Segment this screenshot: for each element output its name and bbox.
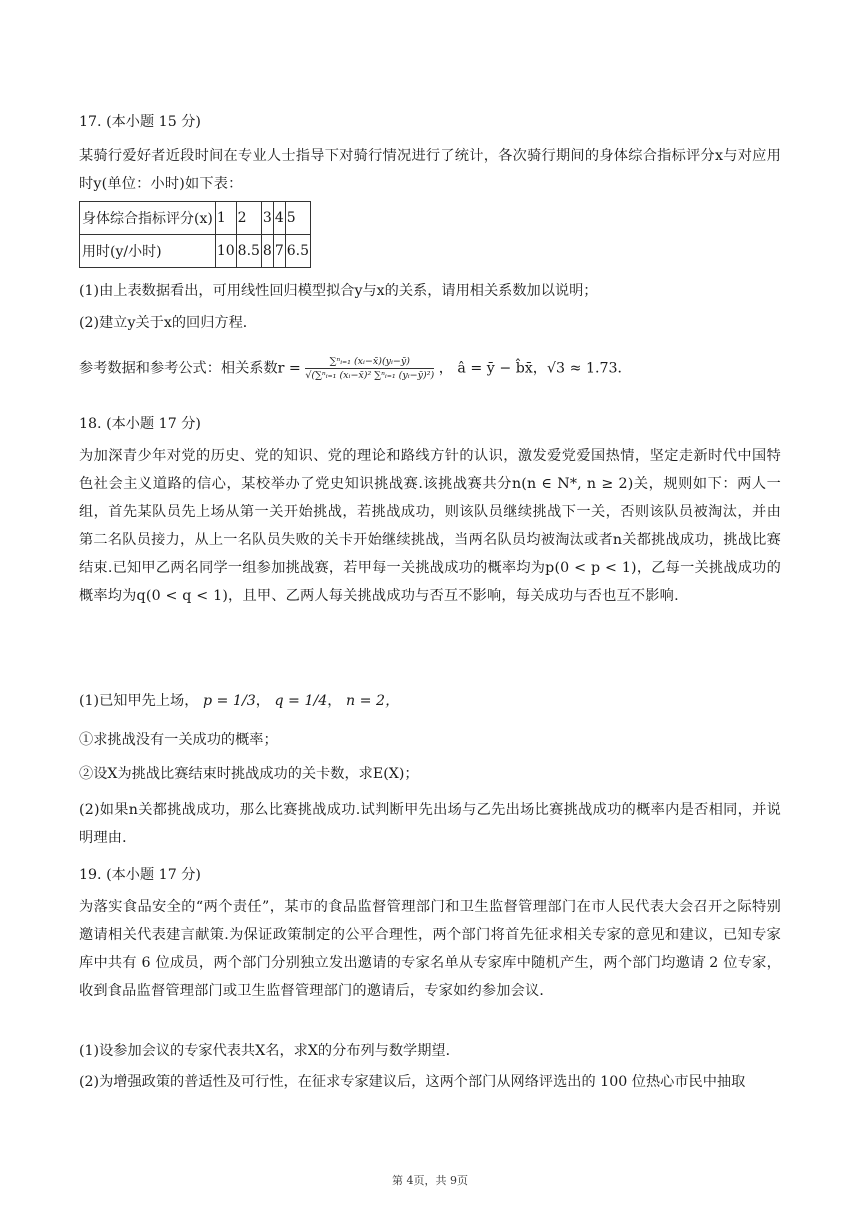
table-cell: 8.5 [236,235,261,268]
q19-stem: 为落实食品安全的“两个责任”，某市的食品监督管理部门和卫生监督管理部门在市人民代表大会召开之际特别邀请相关代表建言献策.为保证政策制定的公平合理性，两个部门将首先征求相关专家的意见和建议，已知专家库中共有 6 位成员，两个部门分别独立发出邀请的专家名单从专家库中随机产生，两个部门均邀请 2 位专家，收到食品监督管理部门或卫生监督管理部门的邀请后，专家如约参加会议． [79,899,781,999]
q17-reference-formulas [79,356,632,381]
q19-part2: (2)为增强政策的普适性及可行性，在征求专家建议后，这两个部门从网络评选出的 100 位热心市民中抽取 [79,1074,746,1090]
q19-part1: (1)设参加会议的专家代表共X名，求X的分布列与数学期望． [79,1043,460,1059]
correlation-formula [305,356,434,381]
q17-stem: 某骑行爱好者近段时间在专业人士指导下对骑行情况进行了统计，各次骑行期间的身体综合指标评分x与对应用时y(单位：小时)如下表： [79,148,781,192]
table-row [80,202,311,235]
q18-header: 18. (本小题 17 分) [79,416,201,432]
q18-stem: 为加深青少年对党的历史、党的知识、党的理论和路线方针的认识，激发爱党爱国热情，坚定走新时代中国特色社会主义道路的信心，某校举办了党史知识挑战赛.该挑战赛共分n(n ∈ N*, n ≥ 2)关，规则如下：两人一组，首先某队员先上场从第一关开始挑战，若挑战成功，则该队员继续挑战下一关，否则该队员被淘汰，并由第二名队员接力，从上一名队员失败的关卡开始继续挑战，当两名队员均被淘汰或者n关都挑战成功，挑战比赛结束.已知甲乙两名同学一组参加挑战赛，若甲每一关挑战成功的概率均为p(0 < p < 1)，乙每一关挑战成功的概率均为q(0 < q < 1)，且甲、乙两人每关挑战成功与否互不影响，每关成功与否也互不影响. [79,448,781,604]
table-cell: 4 [273,202,285,235]
table-cell: 2 [236,202,261,235]
table-cell: 用时(y/小时) [80,235,216,268]
q17-header: 17. (本小题 15 分) [79,114,201,130]
table-cell: 身体综合指标评分(x) [80,202,216,235]
formula-numerator: ∑ⁿᵢ₌₁ (xᵢ−x̄)(yᵢ−ȳ) [305,356,434,369]
q-value: q = 1/4 [274,693,328,709]
q18-part1-label: (1)已知甲先上场， [79,693,199,709]
page-footer: 第 4页，共 9页 [392,1174,468,1187]
table-cell: 1 [215,202,236,235]
table-cell: 10 [215,235,236,268]
q18-part1: (1)已知甲先上场， p = 1/3， q = 1/4， n = 2， [79,693,400,709]
regression-formula: ， â = ȳ − b̂x̄，√3 ≈ 1.73． [438,360,632,377]
table-cell: 8 [261,235,273,268]
table-cell: 5 [285,202,310,235]
q17-part1: (1)由上表数据看出，可用线性回归模型拟合y与x的关系，请用相关系数加以说明； [79,283,598,299]
q18-sub2: ②设X为挑战比赛结束时挑战成功的关卡数，求E(X)； [79,766,419,782]
table-row [80,235,311,268]
q17-data-table [79,201,311,268]
table-cell: 6.5 [285,235,310,268]
n-value: n = 2， [346,693,400,709]
table-cell: 3 [261,202,273,235]
q17-part2: (2)建立y关于x的回归方程． [79,315,257,331]
q19-header: 19. (本小题 17 分) [79,867,201,883]
q18-part2: (2)如果n关都挑战成功，那么比赛挑战成功.试判断甲先出场与乙先出场比赛挑战成功的概率内是否相同，并说明理由． [79,802,781,846]
q18-sub1: ①求挑战没有一关成功的概率； [79,732,278,748]
formula-denominator: √(∑ⁿᵢ₌₁ (xᵢ−x̄)² ∑ⁿᵢ₌₁ (yᵢ−ȳ)²) [305,370,435,381]
table-cell: 7 [273,235,285,268]
reference-label: 参考数据和参考公式：相关系数r = [79,360,301,377]
p-value: p = 1/3 [202,693,256,709]
